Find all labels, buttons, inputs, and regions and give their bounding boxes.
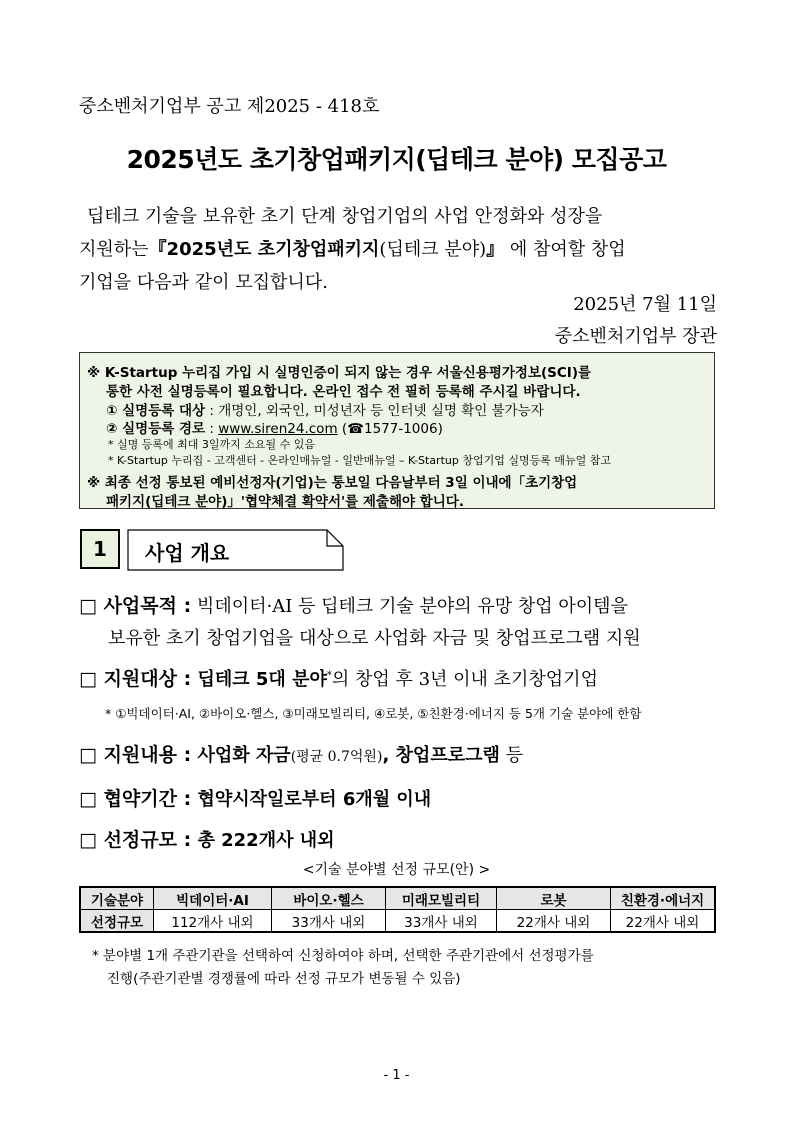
table-header-cell: 미래모빌리티 — [386, 887, 497, 910]
table-header-cell: 빅데이터·AI — [154, 887, 272, 910]
route-phone: (☎1577-1006) — [337, 421, 443, 437]
purpose-text-2: 보유한 초기 창업기업을 대상으로 사업화 자금 및 창업프로그램 지원 — [108, 628, 641, 649]
target-bold: 딥테크 5대 분야 — [191, 669, 327, 690]
siren24-link[interactable]: www.siren24.com — [218, 421, 338, 437]
table-cell: 22개사 내외 — [497, 910, 611, 933]
program-paren: (딥테크 분야) — [379, 239, 487, 260]
content-bold-2: , 창업프로그램 — [382, 745, 500, 766]
notice-box-line-2: 통한 사전 실명등록이 필요합니다. 온라인 접수 전 필히 등록해 주시길 바랍니다. — [106, 384, 581, 400]
item-scale — [79, 825, 335, 852]
purpose-text-1: 빅데이터·AI 등 딥테크 기술 분야의 유망 창업 아이템을 — [191, 596, 628, 617]
table-note-line-2: 진행(주관기관별 경쟁률에 따라 선정 규모가 변동될 수 있음) — [107, 971, 461, 987]
period-bold: 협약시작일로부터 6개월 이내 — [191, 789, 432, 810]
target-star: * — [326, 670, 332, 681]
section-title — [127, 529, 345, 571]
scale-heading: □ 선정규모 : — [79, 829, 192, 851]
target-heading: □ 지원대상 : — [79, 668, 192, 690]
issuer: 중소벤처기업부 장관 — [554, 326, 717, 347]
item-content — [79, 740, 523, 767]
period-heading: □ 협약기간 : — [79, 788, 192, 810]
intro-line-2 — [79, 233, 719, 266]
intro-line-1: 딥테크 기술을 보유한 초기 단계 창업기업의 사업 안정화와 성장을 — [87, 206, 603, 227]
scale-bold: 총 222개사 내외 — [191, 830, 335, 851]
intro-line-3: 기업을 다음과 같이 모집합니다. — [79, 272, 328, 293]
content-small: (평균 0.7억원) — [290, 749, 383, 765]
content-heading: □ 지원내용 : — [79, 744, 192, 766]
table-cell: 33개사 내외 — [386, 910, 497, 933]
page-title: 2025년도 초기창업패키지(딥테크 분야) 모집공고 — [126, 145, 667, 174]
notice-number: 중소벤처기업부 공고 제2025 - 418호 — [79, 96, 380, 117]
content-rest: 등 — [499, 745, 523, 766]
intro-paragraph — [79, 200, 719, 299]
notice-box-small-1: * 실명 등록에 최대 3일까지 소요될 수 있음 — [108, 438, 315, 451]
purpose-heading: □ 사업목적 : — [79, 595, 192, 617]
table-cell: 112개사 내외 — [154, 910, 272, 933]
target-footnote: * ①빅데이터·AI, ②바이오·헬스, ③미래모빌리티, ④로봇, ⑤친환경·에너지 등 5개 기술 분야에 한함 — [105, 706, 642, 721]
registration-target — [106, 399, 544, 419]
table-header-cell: 기술분야 — [80, 887, 154, 910]
notice-box-line-4: 패키지(딥테크 분야)」'협약체결 확약서'를 제출해야 합니다. — [106, 494, 464, 510]
route-separator: : — [205, 421, 219, 437]
item-target — [79, 664, 598, 691]
notice-box — [79, 352, 715, 509]
registration-target-label: ① 실명등록 대상 — [106, 403, 206, 419]
table-note — [92, 945, 722, 991]
notice-date: 2025년 7월 11일 — [573, 294, 717, 315]
section-title-text: 사업 개요 — [145, 541, 230, 565]
table-cell: 33개사 내외 — [272, 910, 386, 933]
table-note-line-1: * 분야별 1개 주관기관을 선택하여 신청하여야 하며, 선택한 주관기관에서 선정평가를 — [92, 948, 594, 964]
table-header-cell: 친환경·에너지 — [611, 887, 716, 910]
section-number: 1 — [80, 529, 120, 569]
notice-box-small-2: * K-Startup 누리집 - 고객센터 - 온라인매뉴얼 - 일반매뉴얼 – K-Startup 창업기업 실명등록 매뉴얼 참고 — [108, 454, 611, 467]
intro-post: 에 참여할 창업 — [509, 239, 626, 260]
table-header-cell: 로봇 — [497, 887, 611, 910]
target-rest: 의 창업 후 3년 이내 초기창업기업 — [331, 669, 598, 690]
page-number: - 1 - — [383, 1068, 410, 1083]
intro-pre: 지원하는 — [79, 239, 149, 260]
program-name: 『2025년도 초기창업패키지 — [148, 239, 380, 260]
table-row — [80, 910, 715, 933]
table-row-label: 선정규모 — [80, 910, 154, 933]
registration-route-label: ② 실명등록 경로 — [106, 421, 206, 437]
table-caption: <기술 분야별 선정 규모(안) > — [302, 862, 491, 878]
table-cell: 22개사 내외 — [611, 910, 716, 933]
registration-route — [106, 417, 443, 437]
item-period — [79, 784, 431, 811]
selection-scale-table — [79, 886, 716, 933]
registration-target-value: : 개명인, 외국인, 미성년자 등 인터넷 실명 확인 불가능자 — [205, 403, 544, 419]
content-bold-1: 사업화 자금 — [191, 745, 291, 766]
notice-box-line-3: ※ 최종 선정 통보된 예비선정자(기업)는 통보일 다음날부터 3일 이내에「초기창업 — [87, 475, 578, 491]
item-purpose — [79, 591, 628, 618]
table-header-cell: 바이오·헬스 — [272, 887, 386, 910]
program-close: 』 — [486, 239, 505, 260]
table-header-row — [80, 887, 715, 910]
notice-box-line-1: ※ K-Startup 누리집 가입 시 실명인증이 되지 않는 경우 서울신용평가정보(SCI)를 — [87, 365, 592, 381]
